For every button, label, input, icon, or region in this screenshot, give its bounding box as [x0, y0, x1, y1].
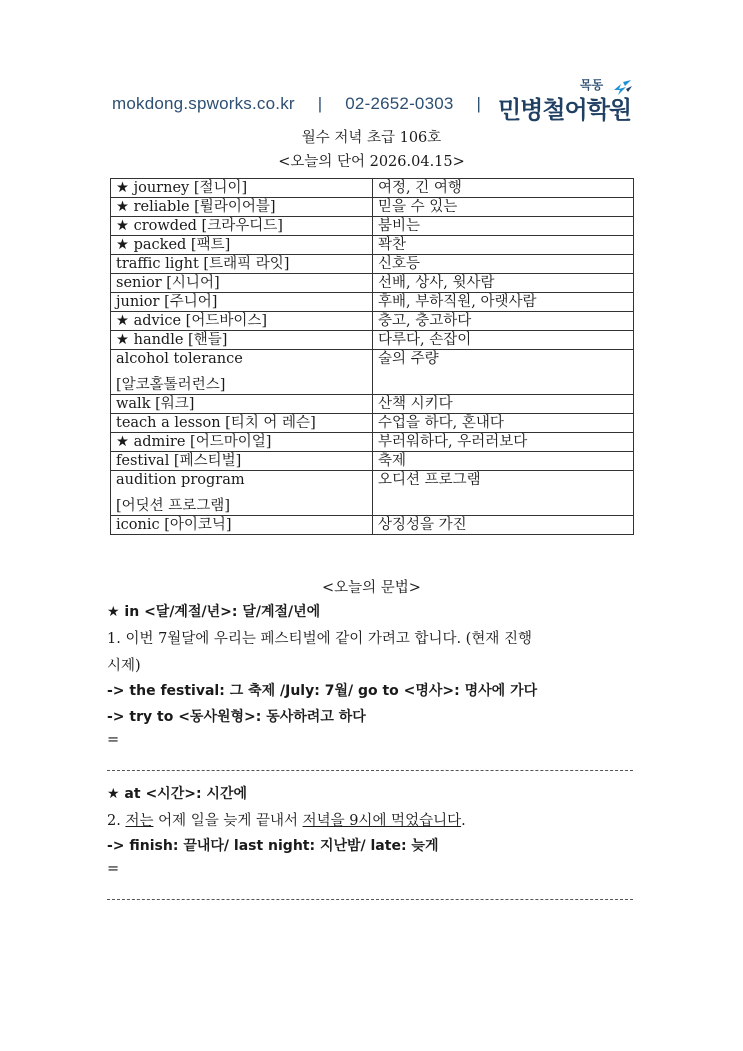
separator: |	[317, 94, 323, 113]
grammar1-answer: =	[107, 732, 120, 748]
vocab-title: <오늘의 단어 2026.04.15>	[278, 154, 465, 170]
meaning-cell: 축제	[373, 452, 634, 471]
word-cell: ★ journey [절니이]	[111, 179, 373, 198]
table-row	[111, 452, 634, 471]
table-row	[111, 331, 634, 350]
table-row	[111, 312, 634, 331]
word-cell: ★ crowded [크라우디드]	[111, 217, 373, 236]
table-row	[111, 471, 634, 516]
underlined-phrase: 저녁을 9시에 먹었습니다	[302, 813, 462, 829]
word-cell: ★ advice [어드바이스]	[111, 312, 373, 331]
grammar2-heading: ★ at <시간>: 시간에	[107, 786, 247, 802]
word-cell: teach a lesson [티치 어 레슨]	[111, 414, 373, 433]
word-cell: ★ reliable [륄라이어블]	[111, 198, 373, 217]
website-text: mokdong.spworks.co.kr	[112, 94, 295, 113]
logo-location-text: 목동	[580, 78, 604, 92]
sentence-mid: 어제 일을 늦게 끝내서	[153, 813, 303, 829]
meaning-cell: 여정, 긴 여행	[373, 179, 634, 198]
word-line1: alcohol tolerance	[116, 351, 243, 367]
grammar1-sentence-line2: 시제)	[107, 658, 141, 674]
table-row	[111, 516, 634, 535]
underlined-subject: 저는	[125, 813, 154, 829]
word-line2: [알코홀톨러런스]	[116, 377, 226, 393]
word-cell: ★ handle [핸들]	[111, 331, 373, 350]
meaning-cell: 부러워하다, 우러러보다	[373, 433, 634, 452]
word-cell: iconic [아이코닉]	[111, 516, 373, 535]
class-title: 월수 저녁 초급 106호	[301, 130, 442, 146]
word-line2: [어딧션 프로그램]	[116, 498, 230, 514]
word-cell: junior [주니어]	[111, 293, 373, 312]
meaning-cell: 산책 시키다	[373, 395, 634, 414]
meaning-cell: 선배, 상사, 윗사람	[373, 274, 634, 293]
table-row	[111, 255, 634, 274]
divider	[107, 899, 633, 900]
meaning-cell: 꽉찬	[373, 236, 634, 255]
meaning-cell: 술의 주량	[373, 350, 634, 395]
word-cell: traffic light [트래픽 라잇]	[111, 255, 373, 274]
grammar1-sentence-line1: 1. 이번 7월달에 우리는 페스티벌에 같이 가려고 합니다. (현재 진행	[107, 631, 532, 647]
word-cell: walk [워크]	[111, 395, 373, 414]
sentence-end: .	[461, 813, 466, 829]
word-cell	[111, 471, 373, 516]
word-cell: ★ admire [어드마이얼]	[111, 433, 373, 452]
logo-mark-icon	[612, 78, 634, 100]
word-cell: festival [페스티벌]	[111, 452, 373, 471]
meaning-cell: 다루다, 손잡이	[373, 331, 634, 350]
meaning-cell: 오디션 프로그램	[373, 471, 634, 516]
grammar-title: <오늘의 문법>	[322, 580, 421, 596]
meaning-cell: 후배, 부하직원, 아랫사람	[373, 293, 634, 312]
table-row	[111, 236, 634, 255]
table-row	[111, 414, 634, 433]
grammar1-hint2: -> try to <동사원형>: 동사하려고 하다	[107, 709, 366, 725]
meaning-cell: 상징성을 가진	[373, 516, 634, 535]
meaning-cell: 충고, 충고하다	[373, 312, 634, 331]
academy-logo	[498, 76, 638, 126]
table-row	[111, 179, 634, 198]
grammar1-hint1: -> the festival: 그 축제 /July: 7월/ go to <명사>: 명사에 가다	[107, 683, 538, 699]
meaning-cell: 신호등	[373, 255, 634, 274]
grammar2-sentence	[107, 809, 637, 830]
meaning-cell: 붐비는	[373, 217, 634, 236]
table-row	[111, 350, 634, 395]
divider	[107, 770, 633, 771]
table-row	[111, 217, 634, 236]
sentence-num: 2.	[107, 813, 126, 829]
table-row	[111, 274, 634, 293]
grammar2-answer: =	[107, 861, 120, 877]
meaning-cell: 수업을 하다, 혼내다	[373, 414, 634, 433]
separator: |	[476, 94, 482, 113]
grammar2-hint1: -> finish: 끝내다/ last night: 지난밤/ late: 늦게	[107, 838, 439, 854]
logo-name-text: 민병철어학원	[498, 96, 632, 124]
table-row	[111, 433, 634, 452]
header-contact	[112, 94, 499, 114]
word-cell	[111, 350, 373, 395]
meaning-cell: 믿을 수 있는	[373, 198, 634, 217]
phone-text: 02-2652-0303	[345, 94, 454, 113]
table-row	[111, 395, 634, 414]
word-line1: audition program	[116, 472, 245, 488]
word-cell: senior [시니어]	[111, 274, 373, 293]
word-cell: ★ packed [팩트]	[111, 236, 373, 255]
table-row	[111, 293, 634, 312]
table-row	[111, 198, 634, 217]
vocab-table	[110, 178, 634, 535]
grammar1-heading: ★ in <달/계절/년>: 달/계절/년에	[107, 604, 321, 620]
